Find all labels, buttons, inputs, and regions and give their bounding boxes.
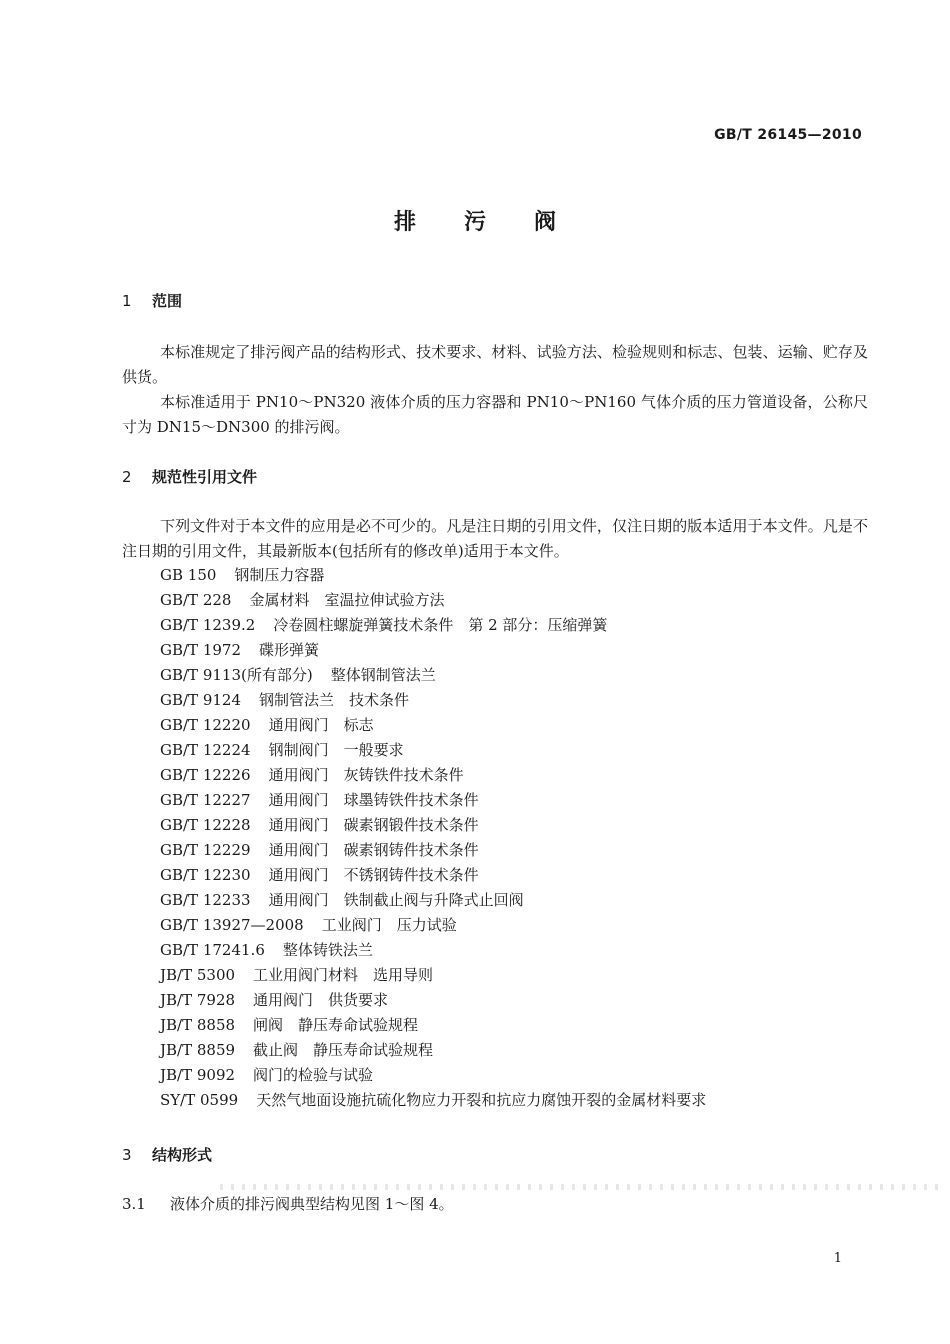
reference-title: 通用阀门 碳素钢锻件技术条件 <box>268 816 479 834</box>
reference-title: 钢制压力容器 <box>234 566 325 584</box>
reference-item <box>160 638 706 663</box>
clause-text: 液体介质的排污阀典型结构见图 1～图 4。 <box>170 1195 454 1213</box>
reference-title: 钢制阀门 一般要求 <box>268 741 404 759</box>
reference-item <box>160 838 706 863</box>
reference-item <box>160 688 706 713</box>
reference-code: SY/T 0599 <box>160 1091 239 1109</box>
reference-code: GB/T 12229 <box>160 841 251 859</box>
reference-title: 天然气地面设施抗硫化物应力开裂和抗应力腐蚀开裂的金属材料要求 <box>256 1091 707 1109</box>
reference-item <box>160 1088 706 1113</box>
section-1-paragraph-1: 本标准规定了排污阀产品的结构形式、技术要求、材料、试验方法、检验规则和标志、包装、运输、贮存及供货。 <box>122 343 868 386</box>
reference-item <box>160 813 706 838</box>
section-title: 规范性引用文件 <box>152 468 258 486</box>
reference-code: JB/T 7928 <box>160 991 236 1009</box>
reference-code: JB/T 8859 <box>160 1041 236 1059</box>
section-number: 3 <box>122 1146 132 1164</box>
reference-title: 冷卷圆柱螺旋弹簧技术条件 第 2 部分：压缩弹簧 <box>273 616 608 634</box>
reference-code: JB/T 9092 <box>160 1066 236 1084</box>
standard-code: GB/T 26145—2010 <box>714 127 862 143</box>
reference-item <box>160 1038 706 1063</box>
reference-item <box>160 1013 706 1038</box>
reference-item <box>160 888 706 913</box>
reference-title: 通用阀门 碳素钢铸件技术条件 <box>268 841 479 859</box>
reference-code: GB/T 12227 <box>160 791 251 809</box>
reference-title: 通用阀门 铁制截止阀与升降式止回阀 <box>268 891 524 909</box>
section-1-paragraph-2: 本标准适用于 PN10～PN320 液体介质的压力容器和 PN10～PN160 气体介质的压力管道设备，公称尺寸为 DN15～DN300 的排污阀。 <box>122 393 868 436</box>
clause-number: 3.1 <box>122 1195 146 1213</box>
reference-title: 通用阀门 不锈钢铸件技术条件 <box>268 866 479 884</box>
reference-code: GB/T 12220 <box>160 716 251 734</box>
reference-item <box>160 713 706 738</box>
reference-item <box>160 788 706 813</box>
reference-code: JB/T 8858 <box>160 1016 236 1034</box>
reference-title: 整体铸铁法兰 <box>282 941 373 959</box>
reference-title: 钢制管法兰 技术条件 <box>259 691 410 709</box>
reference-code: GB/T 1239.2 <box>160 616 256 634</box>
reference-code: GB/T 9124 <box>160 691 242 709</box>
section-3-heading <box>122 1144 212 1165</box>
section-title: 结构形式 <box>152 1146 213 1164</box>
section-number: 1 <box>122 292 132 310</box>
reference-item <box>160 988 706 1013</box>
document-title: 排污阀 <box>393 210 604 235</box>
reference-code: GB/T 12233 <box>160 891 251 909</box>
reference-code: GB/T 13927—2008 <box>160 916 304 934</box>
reference-item <box>160 763 706 788</box>
reference-title: 阀门的检验与试验 <box>253 1066 374 1084</box>
scan-artifact <box>220 1184 940 1190</box>
section-title: 范围 <box>152 292 183 310</box>
reference-code: GB/T 1972 <box>160 641 242 659</box>
reference-code: GB/T 12226 <box>160 766 251 784</box>
reference-item <box>160 588 706 613</box>
reference-title: 整体钢制管法兰 <box>330 666 436 684</box>
reference-item <box>160 1063 706 1088</box>
reference-title: 工业用阀门材料 选用导则 <box>253 966 434 984</box>
page-number: 1 <box>833 1251 842 1266</box>
reference-item <box>160 613 706 638</box>
reference-code: GB 150 <box>160 566 217 584</box>
reference-title: 截止阀 静压寿命试验规程 <box>253 1041 434 1059</box>
reference-title: 通用阀门 灰铸铁件技术条件 <box>268 766 464 784</box>
reference-item <box>160 913 706 938</box>
reference-title: 碟形弹簧 <box>259 641 320 659</box>
reference-item <box>160 963 706 988</box>
reference-title: 闸阀 静压寿命试验规程 <box>253 1016 419 1034</box>
reference-title: 工业阀门 压力试验 <box>321 916 457 934</box>
reference-code: GB/T 17241.6 <box>160 941 265 959</box>
reference-item <box>160 738 706 763</box>
section-number: 2 <box>122 468 132 486</box>
section-2-intro: 下列文件对于本文件的应用是必不可少的。凡是注日期的引用文件，仅注日期的版本适用于本文件。凡是不注日期的引用文件，其最新版本(包括所有的修改单)适用于本文件。 <box>122 517 868 560</box>
normative-references-list <box>160 563 706 1113</box>
reference-title: 金属材料 室温拉伸试验方法 <box>249 591 445 609</box>
reference-item <box>160 938 706 963</box>
reference-code: JB/T 5300 <box>160 966 236 984</box>
reference-code: GB/T 228 <box>160 591 232 609</box>
reference-code: GB/T 12224 <box>160 741 251 759</box>
reference-item <box>160 563 706 588</box>
reference-item <box>160 863 706 888</box>
section-1-heading <box>122 290 182 311</box>
reference-item <box>160 663 706 688</box>
reference-title: 通用阀门 球墨铸铁件技术条件 <box>268 791 479 809</box>
reference-code: GB/T 9113(所有部分) <box>160 666 313 684</box>
reference-title: 通用阀门 供货要求 <box>253 991 389 1009</box>
reference-code: GB/T 12230 <box>160 866 251 884</box>
reference-title: 通用阀门 标志 <box>268 716 374 734</box>
section-2-heading <box>122 466 257 487</box>
clause-3-1 <box>122 1193 454 1214</box>
reference-code: GB/T 12228 <box>160 816 251 834</box>
